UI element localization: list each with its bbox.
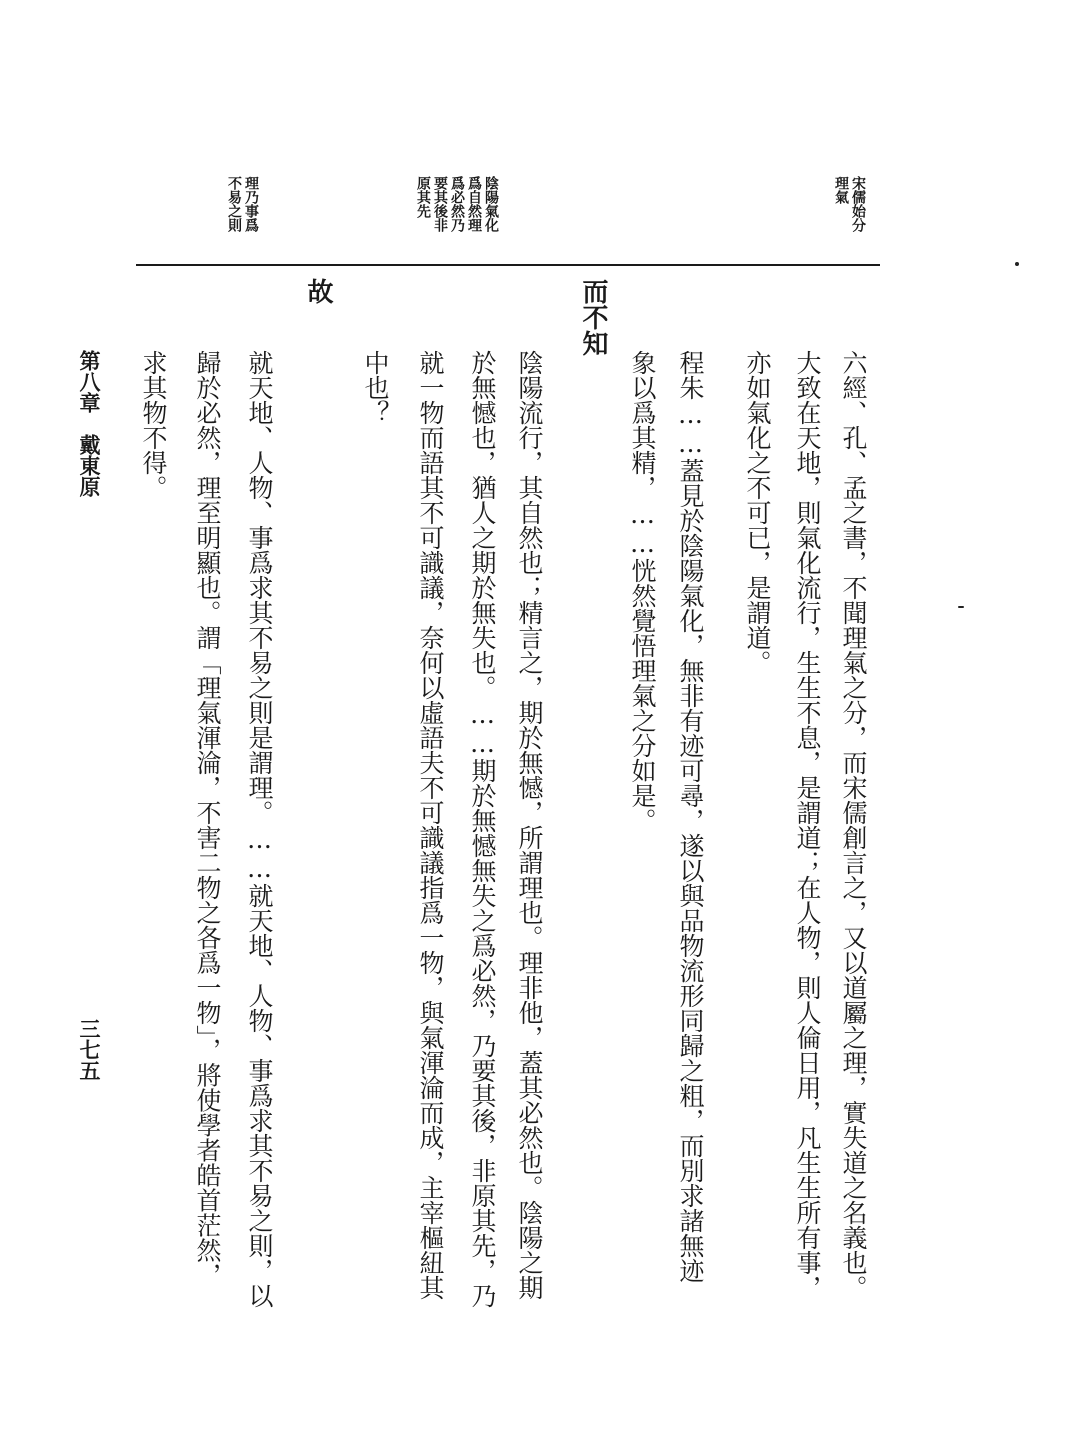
text-column-4: 程朱……蓋見於陰陽氣化，無非有迹可尋，遂以與品物流形同歸之粗，而別求諸無迹 (676, 350, 705, 1283)
text-column-6: 陰陽流行，其自然也；精言之，期於無憾，所謂理也。理非他，蓋其必然也。陰陽之期 (515, 350, 544, 1300)
text-column-10: 就天地、人物、事爲求其不易之則是謂理。……就天地、人物、事爲求其不易之則，以 (245, 350, 274, 1308)
text-column-8: 就一物而語其不可識議，奈何以虛語夫不可識議指爲一物，與氣渾淪而成，主宰樞紐其 (416, 350, 445, 1300)
heading-gu: 故 (303, 278, 333, 304)
header-rule (136, 264, 880, 266)
text-column-3: 亦如氣化之不可已，是謂道。 (743, 350, 772, 675)
heading-er-bu-zhi: 而不知 (578, 278, 608, 356)
side-note-2: 陰陽氣化 爲自然理 爲必然乃 要其後非 原其先 (415, 176, 499, 232)
text-column-1: 六經、孔、孟之書，不聞理氣之分，而宋儒創言之，又以道屬之理，實失道之名義也。 (839, 350, 868, 1300)
side-note-1: 宋儒始分 理氣 (833, 176, 866, 232)
page-number: 三七五 (77, 1018, 102, 1081)
text-column-11: 歸於必然，理至明顯也。謂「理氣渾淪，不害二物之各爲一物」，將使學者皓首茫然， (193, 350, 222, 1288)
scan-speck (1015, 262, 1019, 266)
text-column-7: 於無憾也，猶人之期於無失也。……期於無憾無失之爲必然，乃要其後，非原其先，乃 (468, 350, 497, 1308)
scan-speck (958, 606, 964, 608)
text-column-5: 象以爲其精，……恍然覺悟理氣之分如是。 (628, 350, 657, 833)
side-note-3: 理乃事爲 不易之則 (226, 176, 259, 232)
text-column-2: 大致在天地，則氣化流行，生生不息，是謂道；在人物，則人倫日用，凡生生所有事， (793, 350, 822, 1300)
chapter-title: 第八章 戴東原 (77, 350, 102, 497)
text-column-9: 中也？ (361, 350, 390, 425)
text-column-12: 求其物不得。 (139, 350, 168, 500)
